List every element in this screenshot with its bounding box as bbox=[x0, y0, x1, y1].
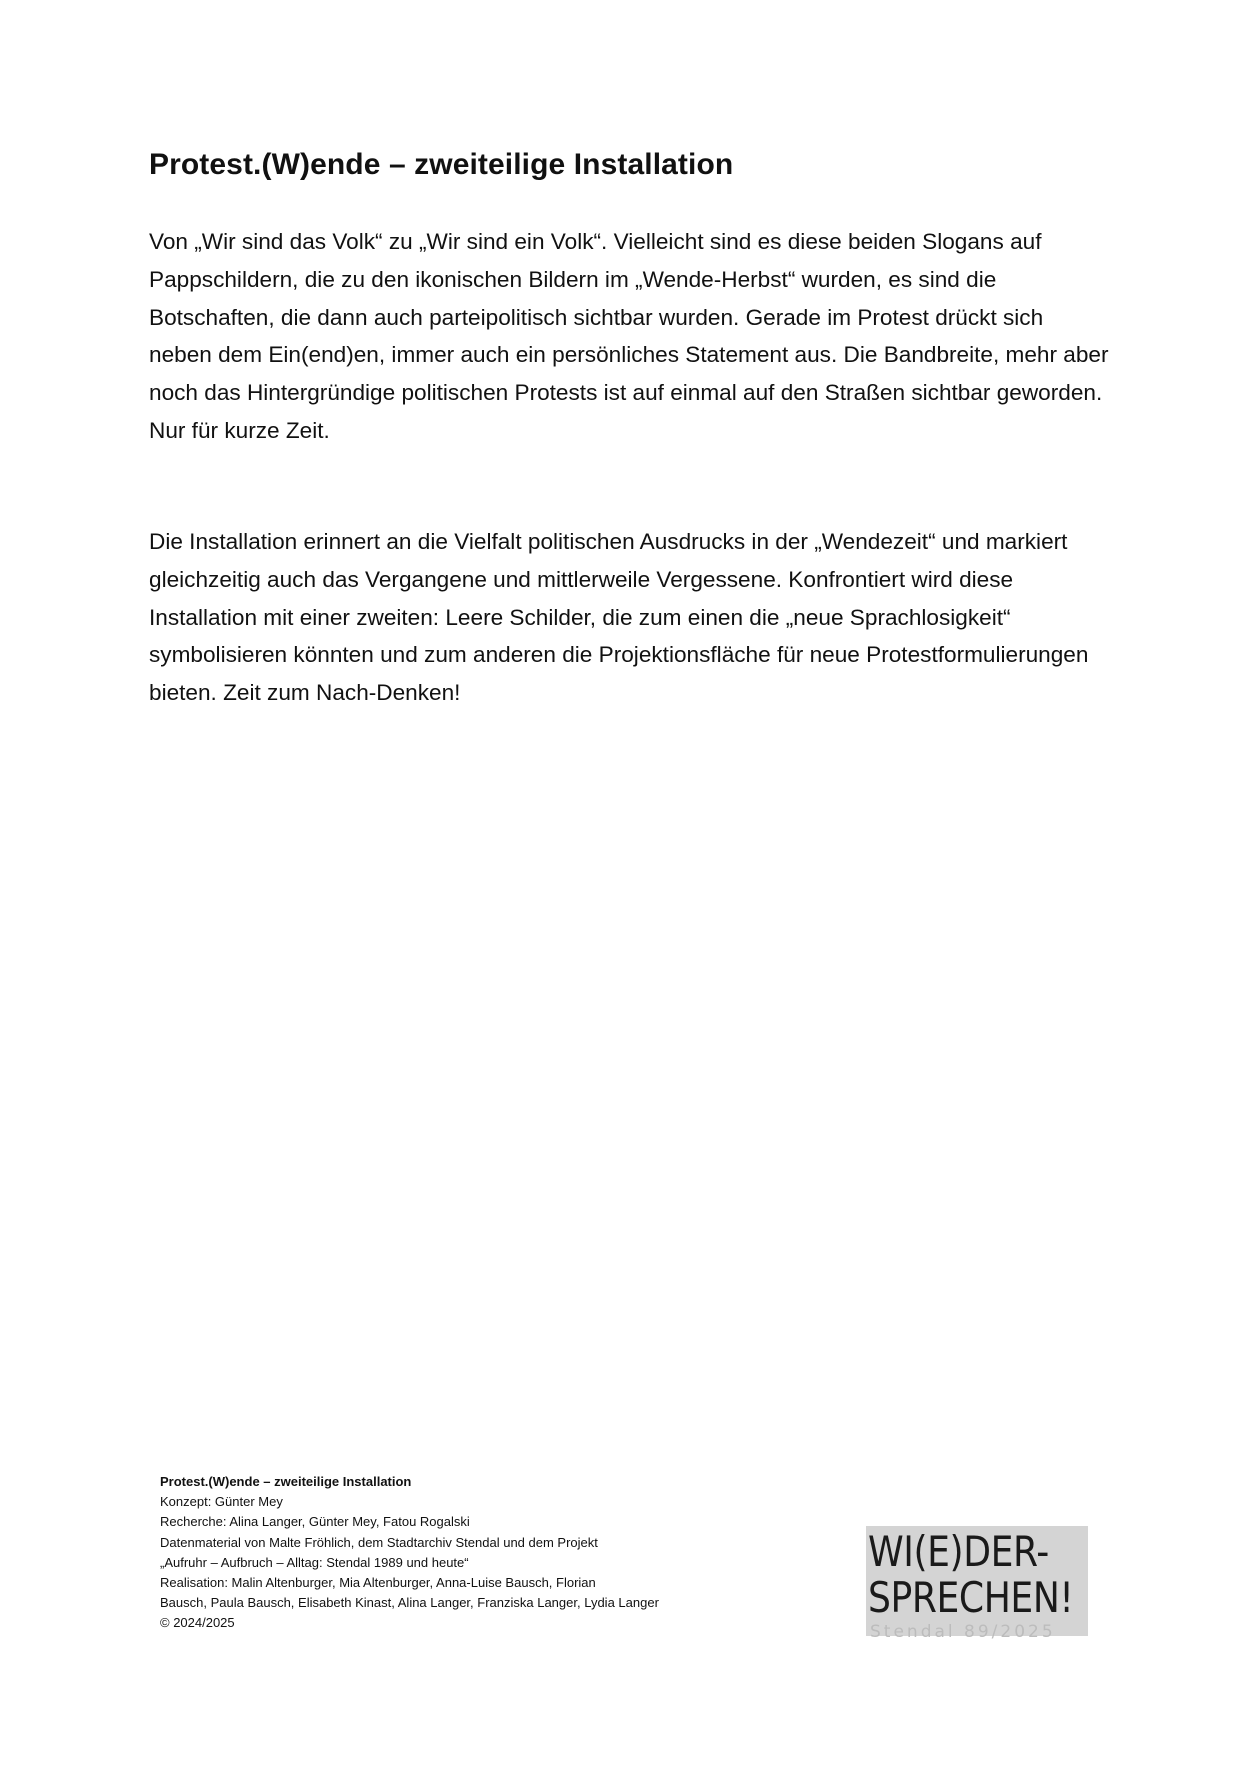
logo-line-2: SPRECHEN! bbox=[868, 1573, 1074, 1622]
logo-line-1: WI(E)DER- bbox=[868, 1527, 1049, 1576]
credits-title: Protest.(W)ende – zweiteilige Installation bbox=[160, 1474, 412, 1489]
credits-line: Bausch, Paula Bausch, Elisabeth Kinast, Alina Langer, Franziska Langer, Lydia Langer bbox=[160, 1595, 659, 1611]
wieder-sprechen-logo bbox=[858, 1522, 1088, 1642]
credits-line: Konzept: Günter Mey bbox=[160, 1494, 283, 1510]
body-paragraph-2: Die Installation erinnert an die Vielfalt politischen Ausdrucks in der „Wendezeit“ und markiert gleichzeitig auch das Vergangene und mittlerweile Vergessene. Konfrontiert wird diese Installation mit einer zweiten: Leere Schilder, die zum einen die „neue Sprachlosigkeit“ symbolisieren könnten und zum anderen die Projektionsfläche für neue Protestformulierungen bieten. Zeit zum Nach-Denken! bbox=[149, 529, 1089, 706]
credits-line: Realisation: Malin Altenburger, Mia Altenburger, Anna-Luise Bausch, Florian bbox=[160, 1575, 596, 1591]
body-paragraph-1: Von „Wir sind das Volk“ zu „Wir sind ein Volk“. Vielleicht sind es diese beiden Slogans auf Pappschildern, die zu den ikonischen Bildern im „Wende-Herbst“ wurden, es sind die Botschaften, die dann auch parteipolitisch sichtbar wurden. Gerade im Protest drückt sich neben dem Ein(end)en, immer auch ein persönliches Statement aus. Die Bandbreite, mehr aber noch das Hintergründige politischen Protests ist auf einmal auf den Straßen sichtbar geworden. Nur für kurze Zeit. bbox=[149, 229, 1109, 443]
credits-line: © 2024/2025 bbox=[160, 1615, 235, 1631]
credits-line: „Aufruhr – Aufbruch – Alltag: Stendal 1989 und heute“ bbox=[160, 1554, 469, 1570]
document-title: Protest.(W)ende – zweiteilige Installation bbox=[149, 148, 734, 181]
credits-block bbox=[160, 1472, 659, 1634]
credits-line: Recherche: Alina Langer, Günter Mey, Fatou Rogalski bbox=[160, 1514, 470, 1530]
credits-line: Datenmaterial von Malte Fröhlich, dem Stadtarchiv Stendal und dem Projekt bbox=[160, 1534, 598, 1550]
logo-subline: Stendal 89/2025 bbox=[870, 1622, 1056, 1642]
